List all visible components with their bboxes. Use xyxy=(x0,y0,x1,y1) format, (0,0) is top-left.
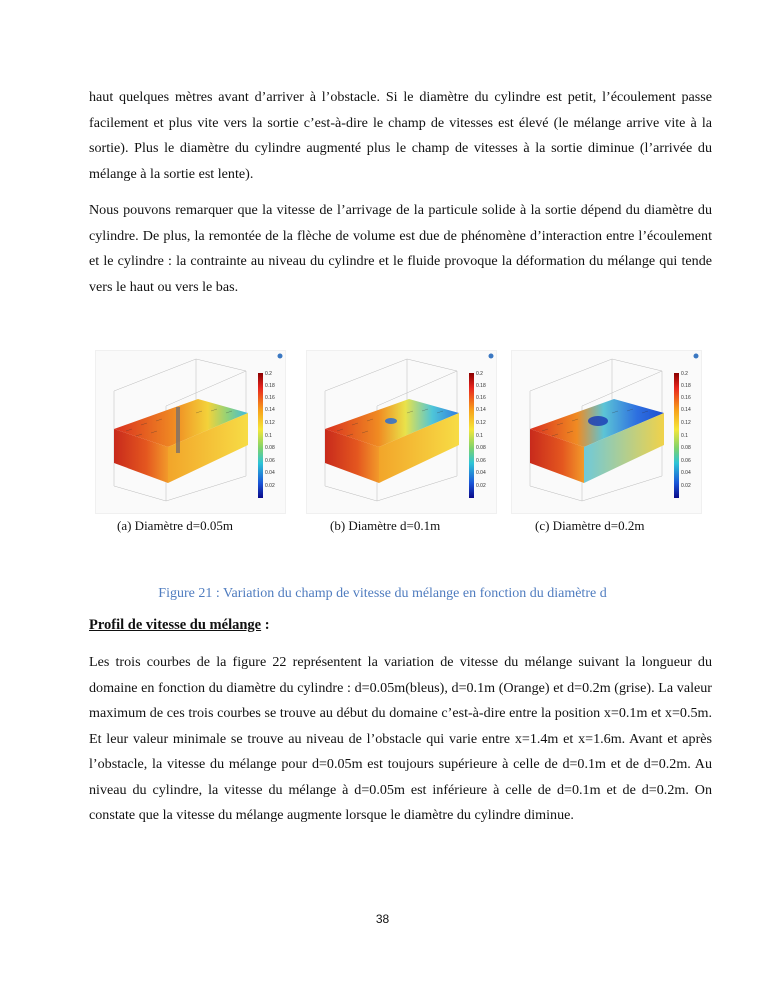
section-heading xyxy=(89,617,270,634)
body-paragraph-2: Nous pouvons remarquer que la vitesse de l’arrivage de la particule solide à la sortie dépend du diamètre du cylindre. De plus, la remontée de la flèche de volume est due de phénomène d’interaction entre l’écoulement et le cylindre : la contrainte au niveau du cylindre et le fluide provoque la déformation du mélange qui tende vers le haut ou vers le bas. xyxy=(89,202,712,295)
figure-c-logo-icon xyxy=(694,354,699,359)
figure-a-caption: (a) Diamètre d=0.05m xyxy=(117,518,233,533)
section-paragraph: Les trois courbes de la figure 22 représentent la variation de vitesse du mélange suivant la longueur du domaine en fonction du diamètre du cylindre : d=0.05m(bleus), d=0.1m (Orange) et d=0.2m (grise). La valeur maximum de ces trois courbes se trouve au début du domaine c’est-à-dire entre la position x=0.1m et x=0.5m. Et leur valeur minimale se trouve au niveau de l’obstacle qui varie entre x=1.4m et x=1.6m. Avant et après l’obstacle, la vitesse du mélange pour d=0.05m est toujours supérieure à celle de d=0.1m et de d=0.2m. Au niveau du cylindre, la vitesse du mélange à d=0.05m est inférieure à celle de d=0.1m et de d=0.2m. On constate que la vitesse du mélange augmente lorsque le diamètre du cylindre diminue. xyxy=(89,654,712,823)
colorbar-tick: 0.06 xyxy=(476,458,486,464)
figure-c-cylinder xyxy=(588,416,608,426)
section-heading-text: Profil de vitesse du mélange xyxy=(89,617,262,633)
colorbar-tick: 0.16 xyxy=(265,395,275,401)
colorbar-tick: 0.1 xyxy=(681,433,688,439)
colorbar-tick: 0.1 xyxy=(476,433,483,439)
colorbar-tick: 0.12 xyxy=(681,420,691,426)
figure-a-plot xyxy=(95,350,286,514)
colorbar-tick: 0.18 xyxy=(265,383,275,389)
colorbar-tick: 0.08 xyxy=(681,445,691,451)
figure-a-cylinder xyxy=(176,407,180,453)
colorbar-tick: 0.2 xyxy=(265,371,272,377)
figure-a-colorbar xyxy=(258,373,263,498)
colorbar-tick: 0.02 xyxy=(476,483,486,489)
figure-b-logo-icon xyxy=(489,354,494,359)
figure-c-plot xyxy=(511,350,702,514)
colorbar-tick: 0.14 xyxy=(476,407,486,413)
colorbar-tick: 0.06 xyxy=(265,458,275,464)
colorbar-tick: 0.14 xyxy=(681,407,691,413)
colorbar-tick: 0.04 xyxy=(681,470,691,476)
figure-b-caption: (b) Diamètre d=0.1m xyxy=(330,518,441,533)
colorbar-tick: 0.16 xyxy=(476,395,486,401)
colorbar-tick: 0.18 xyxy=(476,383,486,389)
figure-b-cylinder xyxy=(385,418,397,424)
colorbar-tick: 0.04 xyxy=(265,470,275,476)
figure-c-colorbar xyxy=(674,373,679,498)
colorbar-tick: 0.2 xyxy=(476,371,483,377)
colorbar-tick: 0.08 xyxy=(476,445,486,451)
figure-b-plot xyxy=(306,350,497,514)
body-paragraph-1: haut quelques mètres avant d’arriver à l’obstacle. Si le diamètre du cylindre est petit, l’écoulement passe facilement et plus vite vers la sortie c’est-à-dire le champ de vitesses est élevé (le mélange arrive vite à la sortie). Plus le diamètre du cylindre augmenté plus le champ de vitesses à la sortie diminue (l’arrivée du mélange à la sortie est lente). xyxy=(89,89,712,182)
colorbar-tick: 0.02 xyxy=(681,483,691,489)
colorbar-tick: 0.12 xyxy=(265,420,275,426)
colorbar-tick: 0.02 xyxy=(265,483,275,489)
colorbar-tick: 0.14 xyxy=(265,407,275,413)
colorbar-tick: 0.1 xyxy=(265,433,272,439)
colorbar-tick: 0.2 xyxy=(681,371,688,377)
colorbar-tick: 0.06 xyxy=(681,458,691,464)
section-heading-suffix: : xyxy=(261,617,270,633)
figure-c-caption: (c) Diamètre d=0.2m xyxy=(535,518,645,533)
colorbar-tick: 0.08 xyxy=(265,445,275,451)
figure-title: Figure 21 : Variation du champ de vitesse du mélange en fonction du diamètre d xyxy=(158,586,607,601)
figure-b-colorbar xyxy=(469,373,474,498)
colorbar-tick: 0.18 xyxy=(681,383,691,389)
colorbar-tick: 0.12 xyxy=(476,420,486,426)
colorbar-tick: 0.16 xyxy=(681,395,691,401)
page-number: 38 xyxy=(375,912,390,926)
colorbar-tick: 0.04 xyxy=(476,470,486,476)
figure-a-logo-icon xyxy=(278,354,283,359)
